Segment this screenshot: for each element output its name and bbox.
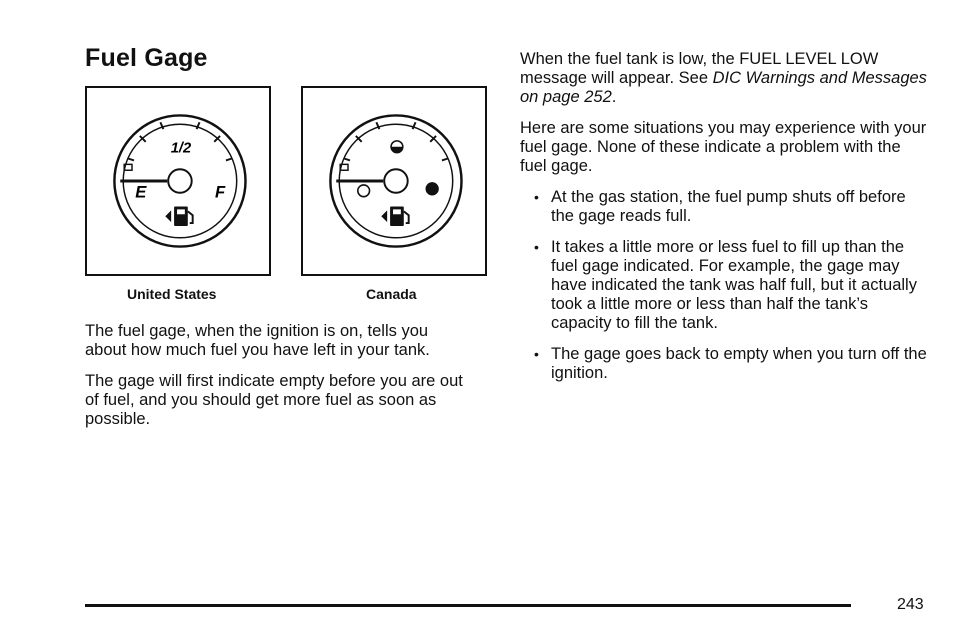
us-fuel-gauge-illustration <box>87 88 269 274</box>
list-item: • It takes a little more or less fuel to fill up than the fuel gage indicated. For example, the gage may have indicated the tank was half full, but it actually took a little more or less than half the tank’s capacity to fill the tank. <box>534 238 917 332</box>
paragraph: Here are some situations you may experience with your fuel gage. None of these indicate a problem with the fuel gage. <box>520 119 927 175</box>
page-number: 243 <box>897 596 924 613</box>
full-label: F <box>214 182 226 202</box>
paragraph: When the fuel tank is low, the FUEL LEVEL LOW message will appear. See DIC Warnings and Messages on page 252. <box>520 50 927 106</box>
empty-symbol-icon <box>358 185 370 197</box>
footer-rule <box>85 604 851 607</box>
us-caption: United States <box>127 286 217 302</box>
canada-fuel-gauge-illustration <box>303 88 485 274</box>
canada-fuel-gauge-figure <box>301 86 487 276</box>
left-column-text <box>85 322 470 441</box>
empty-label: E <box>135 182 147 202</box>
list-item: • At the gas station, the fuel pump shuts off before the gage reads full. <box>534 188 906 225</box>
bullet-icon: • <box>534 346 539 362</box>
fuel-pump-icon <box>165 206 192 226</box>
half-symbol-icon <box>391 141 403 153</box>
cross-reference-link[interactable]: DIC Warnings and Messages on page 252 <box>520 69 927 106</box>
section-heading: Fuel Gage <box>85 44 208 72</box>
us-fuel-gauge-figure <box>85 86 271 276</box>
situations-list <box>520 188 930 383</box>
half-label: 1/2 <box>170 140 192 157</box>
canada-caption: Canada <box>366 286 417 302</box>
bullet-icon: • <box>534 239 539 255</box>
bullet-icon: • <box>534 189 539 205</box>
paragraph: The fuel gage, when the ignition is on, tells you about how much fuel you have left in your tank. <box>85 322 430 359</box>
list-item: • The gage goes back to empty when you turn off the ignition. <box>534 345 927 382</box>
right-column-text <box>520 50 930 395</box>
full-symbol-icon <box>426 183 438 195</box>
fuel-pump-icon <box>381 206 408 226</box>
paragraph: The gage will first indicate empty before you are out of fuel, and you should get more fuel as soon as possible. <box>85 372 463 428</box>
